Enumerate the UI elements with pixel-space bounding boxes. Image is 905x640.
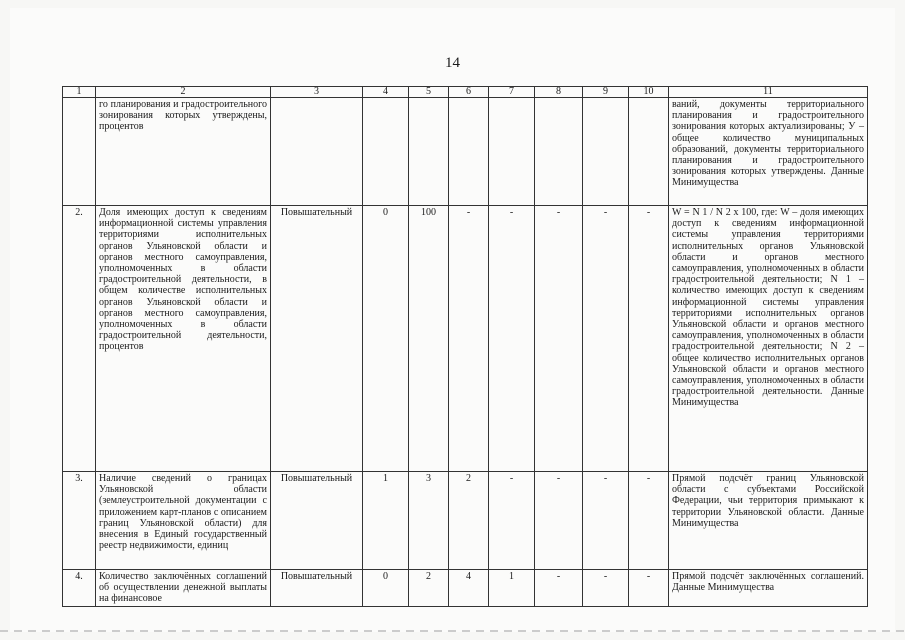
formula-cell: ваний, документы территориального планирования и градостроительного зонирования которых актуализированы; У – общее количество муниципальных образований, документы территориального планирования и градостроительного зонирования которых утверждены. Данные Минимущества	[669, 98, 868, 206]
value-cell	[409, 98, 449, 206]
header-cell: 4	[363, 87, 409, 98]
value-cell	[583, 98, 629, 206]
header-cell: 9	[583, 87, 629, 98]
indicator-type: Повышательный	[271, 570, 363, 607]
header-cell: 6	[449, 87, 489, 98]
indicator-name: Количество заключённых соглашений об осуществлении денежной выплаты на финансовое	[96, 570, 271, 607]
value-cell: -	[535, 570, 583, 607]
value-cell	[363, 98, 409, 206]
header-cell: 1	[63, 87, 96, 98]
value-cell: 4	[449, 570, 489, 607]
value-cell: -	[535, 472, 583, 570]
value-cell: 3	[409, 472, 449, 570]
header-cell: 10	[629, 87, 669, 98]
header-cell: 5	[409, 87, 449, 98]
value-cell: -	[629, 472, 669, 570]
value-cell	[489, 98, 535, 206]
table-row	[63, 206, 868, 472]
value-cell: 1	[363, 472, 409, 570]
value-cell	[535, 98, 583, 206]
value-cell: -	[629, 206, 669, 472]
value-cell: -	[583, 570, 629, 607]
formula-cell: Прямой подсчёт заключённых соглашений. Данные Минимущества	[669, 570, 868, 607]
value-cell: -	[535, 206, 583, 472]
header-cell: 7	[489, 87, 535, 98]
value-cell: -	[583, 472, 629, 570]
header-cell: 11	[669, 87, 868, 98]
value-cell: 2	[449, 472, 489, 570]
table-row	[63, 570, 868, 607]
value-cell: 100	[409, 206, 449, 472]
table-row	[63, 98, 868, 206]
page-number: 14	[445, 55, 460, 71]
value-cell: 1	[489, 570, 535, 607]
scan-artifact	[0, 630, 905, 632]
header-cell: 3	[271, 87, 363, 98]
indicator-type: Повышательный	[271, 206, 363, 472]
value-cell: -	[583, 206, 629, 472]
value-cell: -	[489, 206, 535, 472]
indicator-type: Повышательный	[271, 472, 363, 570]
formula-cell: Прямой подсчёт границ Ульяновской области с субъектами Российской Федерации, чьи территория примыкают к территории Ульяновской области. Данные Минимущества	[669, 472, 868, 570]
value-cell: 2	[409, 570, 449, 607]
row-number	[63, 98, 96, 206]
row-number: 3.	[63, 472, 96, 570]
row-number: 4.	[63, 570, 96, 607]
formula-cell: W = N 1 / N 2 x 100, где: W – доля имеющих доступ к сведениям информационной системы управления территориями исполнительных органов Ульяновской области и органов местного самоуправления, уполномоченных в области градостроительной деятельности; N 1 – количество имеющих доступ к сведениям информационной системы управления территориями исполнительных органов Ульяновской области и органов местного самоуправления, уполномоченных в области градостроительной деятельности; N 2 – общее количество исполнительных органов Ульяновской области и органов местного самоуправления, уполномоченных в области градостроительной деятельности. Данные Минимущества	[669, 206, 868, 472]
indicator-name: Наличие сведений о границах Ульяновской области (землеустроительной документации с приложением карт-планов с описанием границ Ульяновской области) для внесения в Единый государственный реестр недвижимости, единиц	[96, 472, 271, 570]
value-cell: -	[629, 570, 669, 607]
indicators-table	[62, 86, 868, 607]
table-row	[63, 472, 868, 570]
row-number: 2.	[63, 206, 96, 472]
value-cell: 0	[363, 570, 409, 607]
indicator-name: го планирования и градостроительного зонирования которых утверждены, процентов	[96, 98, 271, 206]
header-cell: 2	[96, 87, 271, 98]
value-cell: -	[489, 472, 535, 570]
header-row	[63, 87, 868, 98]
indicator-name: Доля имеющих доступ к сведениям информационной системы управления территориями исполнительных органов Ульяновской области и органов местного самоуправления, уполномоченных в области градостроительной деятельности, в общем количестве исполнительных органов Ульяновской области и органов местного самоуправления, уполномоченных в области градостроительной деятельности, процентов	[96, 206, 271, 472]
header-cell: 8	[535, 87, 583, 98]
value-cell	[449, 98, 489, 206]
value-cell	[629, 98, 669, 206]
indicator-type	[271, 98, 363, 206]
value-cell: 0	[363, 206, 409, 472]
value-cell: -	[449, 206, 489, 472]
